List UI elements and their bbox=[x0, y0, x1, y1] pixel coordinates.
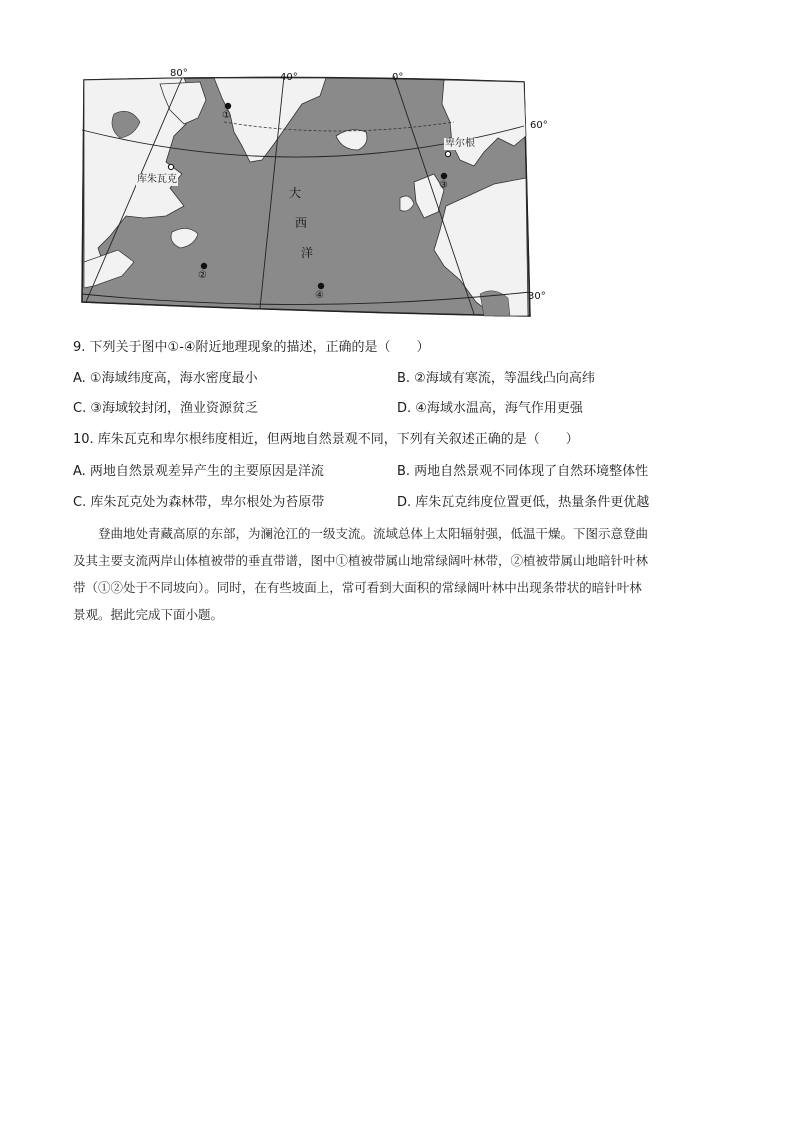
question-10-option-c[interactable]: C. 库朱瓦克处为森林带，卑尔根处为苔原带 bbox=[73, 495, 325, 510]
passage-line: 及其主要支流两岸山体植被带的垂直带谱，图中①植被带属山地常绿阔叶林带，②植被带属山地暗针叶林 bbox=[73, 553, 649, 568]
question-10-option-b[interactable]: B. 两地自然景观不同体现了自然环境整体性 bbox=[397, 464, 649, 479]
question-9-stem: 9. 下列关于图中①-④附近地理现象的描述，正确的是（ ） bbox=[73, 340, 430, 355]
point-2-label: ② bbox=[198, 270, 207, 281]
question-10-stem: 10. 库朱瓦克和卑尔根纬度相近，但两地自然景观不同，下列有关叙述正确的是（ ） bbox=[73, 432, 579, 447]
point-3-dot bbox=[441, 173, 447, 179]
passage-line: 景观。据此完成下面小题。 bbox=[73, 607, 224, 622]
point-4-label: ④ bbox=[315, 290, 324, 301]
lon-label-80: 80° bbox=[170, 68, 188, 79]
lat-label-60: 60° bbox=[530, 120, 548, 131]
kuujjuaq-label: 库朱瓦克 bbox=[137, 174, 177, 185]
atlantic-map bbox=[74, 66, 548, 322]
passage bbox=[73, 520, 723, 628]
bergen-marker bbox=[445, 151, 450, 156]
question-9-option-c[interactable]: C. ③海域较封闭，渔业资源贫乏 bbox=[73, 401, 258, 416]
question-10-option-a[interactable]: A. 两地自然景观差异产生的主要原因是洋流 bbox=[73, 464, 324, 479]
ocean-char-1: 大 bbox=[289, 186, 302, 200]
kuujjuaq-marker bbox=[168, 164, 173, 169]
lat-label-30: 30° bbox=[528, 291, 546, 302]
bergen-label: 卑尔根 bbox=[445, 138, 475, 149]
question-9-option-b[interactable]: B. ②海域有寒流，等温线凸向高纬 bbox=[397, 371, 595, 386]
point-1-dot bbox=[225, 103, 231, 109]
ocean-char-2: 西 bbox=[295, 216, 308, 230]
question-10-option-d[interactable]: D. 库朱瓦克纬度位置更低，热量条件更优越 bbox=[397, 495, 650, 510]
point-1-label: ① bbox=[222, 110, 231, 121]
lon-label-40: 40° bbox=[280, 72, 298, 83]
ocean-char-3: 洋 bbox=[301, 246, 314, 260]
point-3-label: ③ bbox=[439, 180, 448, 191]
passage-line: 登曲地处青藏高原的东部，为澜沧江的一级支流。流域总体上太阳辐射强，低温干燥。下图示意登曲 bbox=[73, 526, 649, 541]
question-9-option-a[interactable]: A. ①海域纬度高，海水密度最小 bbox=[73, 371, 258, 386]
lon-label-0: 0° bbox=[392, 72, 404, 83]
point-4-dot bbox=[318, 283, 324, 289]
question-9-option-d[interactable]: D. ④海域水温高，海气作用更强 bbox=[397, 401, 583, 416]
map-graphic bbox=[74, 66, 536, 322]
point-2-dot bbox=[201, 263, 207, 269]
passage-line: 带（①②处于不同坡向）。同时，在有些坡面上，常可看到大面积的常绿阔叶林中出现条带状的暗针叶林 bbox=[73, 580, 642, 595]
